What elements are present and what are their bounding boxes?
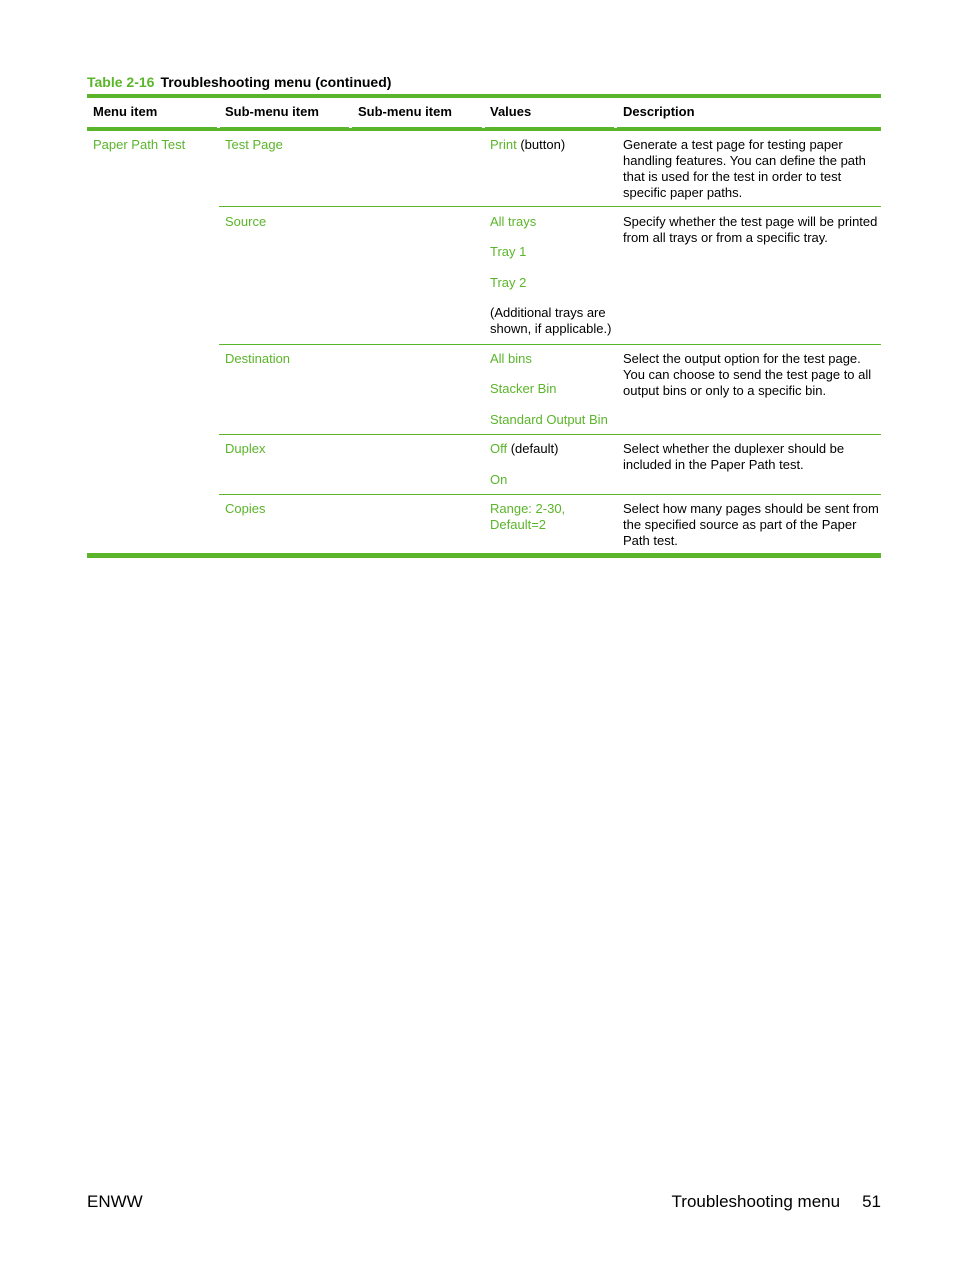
footer-section: Troubleshooting menu: [671, 1192, 841, 1211]
menu-item-paper-path-test: Paper Path Test: [93, 137, 186, 152]
submenu-duplex: Duplex: [225, 441, 266, 456]
column-header-description: Description: [623, 104, 695, 119]
header-separator: [614, 98, 617, 128]
table-number: Table 2-16: [87, 74, 155, 90]
value-all-trays: All trays: [490, 214, 537, 229]
value-range: Range: 2-30, Default=2: [490, 501, 566, 532]
value-additional-trays-note: (Additional trays are shown, if applicable.): [490, 305, 612, 336]
table-caption: [87, 74, 391, 90]
header-separator: [349, 98, 352, 128]
submenu-test-page: Test Page: [225, 137, 283, 152]
header-separator: [482, 98, 485, 128]
row-divider: [219, 344, 881, 345]
column-header-submenu-item-1: Sub-menu item: [225, 104, 319, 119]
submenu-destination: Destination: [225, 351, 291, 366]
table-bottom-rule: [87, 553, 881, 558]
footer-left: ENWW: [87, 1192, 143, 1211]
value-all-bins: All bins: [490, 351, 532, 366]
value-tray-1: Tray 1: [490, 244, 527, 259]
value-off-default: Off (default): [490, 441, 559, 456]
column-header-submenu-item-2: Sub-menu item: [358, 104, 452, 119]
row-divider: [219, 494, 881, 495]
description-source: Specify whether the test page will be printed from all trays or from a specific tray.: [623, 214, 878, 245]
value-on: On: [490, 472, 508, 487]
value-standard-output-bin: Standard Output Bin: [490, 412, 608, 427]
value-stacker-bin: Stacker Bin: [490, 381, 557, 396]
footer-right: [672, 1192, 881, 1212]
column-header-values: Values: [490, 104, 532, 119]
submenu-source: Source: [225, 214, 267, 229]
row-divider: [219, 434, 881, 435]
description-copies: Select how many pages should be sent from the specified source as part of the Paper Path test.: [623, 501, 879, 548]
table-title: Troubleshooting menu (continued): [160, 74, 392, 90]
description-test-page: Generate a test page for testing paper handling features. You can define the path that is used for the test in order to test specific paper paths.: [623, 137, 866, 200]
value-print: Print (button): [490, 137, 566, 152]
column-header-menu-item: Menu item: [93, 104, 158, 119]
value-tray-2: Tray 2: [490, 275, 527, 290]
header-separator: [217, 98, 220, 128]
page-number: 51: [862, 1192, 881, 1211]
submenu-copies: Copies: [225, 501, 266, 516]
description-destination: Select the output option for the test page. You can choose to send the test page to all output bins or only to a specific bin.: [623, 351, 872, 398]
row-divider: [219, 206, 881, 207]
description-duplex: Select whether the duplexer should be included in the Paper Path test.: [623, 441, 845, 472]
